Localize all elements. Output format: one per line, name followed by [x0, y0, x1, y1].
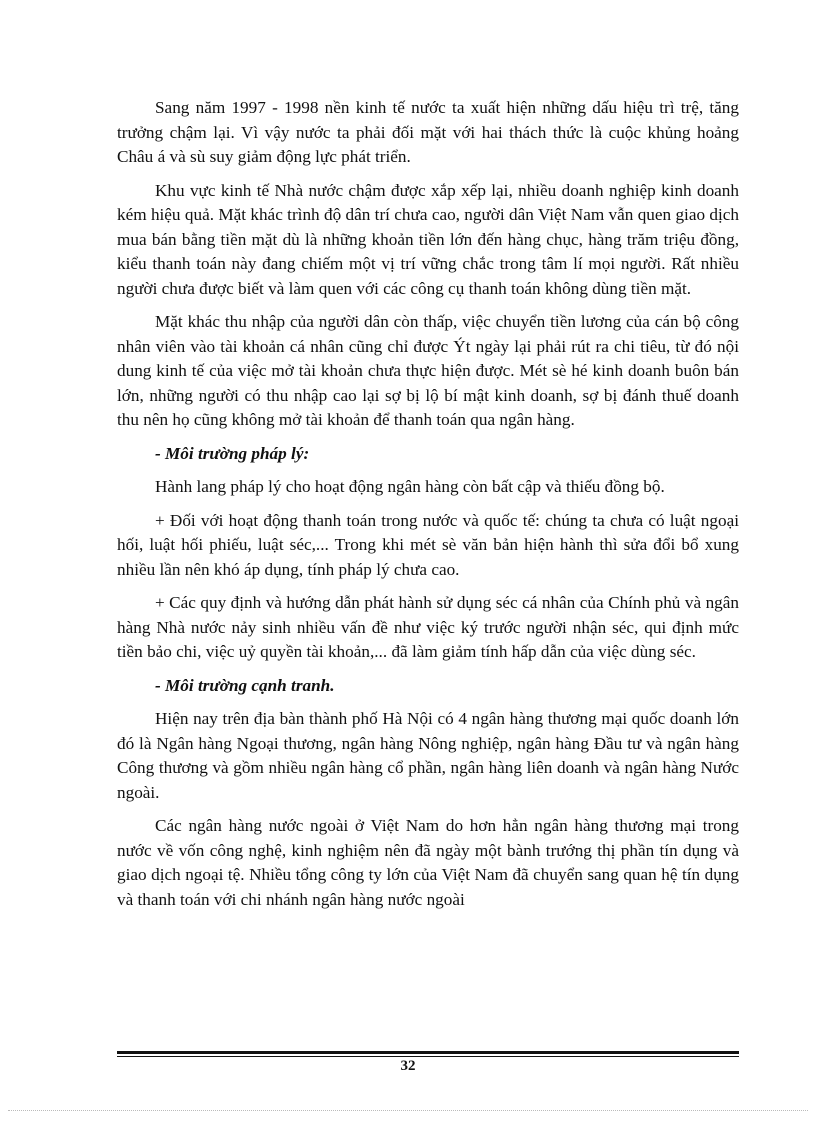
footer-rule-thin: [117, 1056, 739, 1057]
paragraph-cheque-rules: + Các quy định và hướng dẫn phát hành sử dụng séc cá nhân của Chính phủ và ngân hàng Nhà nước nảy sinh nhiều vấn đề như việc ký trước người nhận séc, qui định mức tiền bảo chi, việc uỷ quyền tài khoản,... đã làm giảm tính hấp dẫn của việc dùng séc.: [117, 593, 739, 661]
paragraph-income: Mặt khác thu nhập của người dân còn thấp, việc chuyển tiền lương của cán bộ công nhân viên vào tài khoản cá nhân cũng chỉ được Ýt ngày lại phải rút ra chi tiêu, từ đó nội dung kinh tế của việc mở tài khoản chưa thực hiện được. Mét sè hé kinh doanh buôn bán lớn, những người có thu nhập cao lại sợ bị lộ bí mật kinh doanh, sợ bị đánh thuế doanh thu nên họ cũng không mở tài khoản để thanh toán qua ngân hàng.: [117, 312, 739, 429]
document-body: [117, 96, 739, 921]
paragraph-slowdown: Sang năm 1997 - 1998 nền kinh tế nước ta xuất hiện những dấu hiệu trì trệ, tăng trưởng chậm lại. Vì vậy nước ta phải đối mặt với hai thách thức là cuộc khủng hoảng Châu á và sù suy giảm động lực phát triển.: [117, 98, 739, 166]
page-edge-dotted-line: [8, 1110, 808, 1111]
page-number: 32: [400, 1058, 416, 1074]
heading-legal-environment: - Môi trường pháp lý:: [155, 443, 310, 463]
paragraph-foreign-banks: Các ngân hàng nước ngoài ở Việt Nam do hơn hẳn ngân hàng thương mại trong nước về vốn công nghệ, kinh nghiệm nên đã ngày một bành trướng thị phần tín dụng và giao dịch ngoại tệ. Nhiều tổng công ty lớn của Việt Nam đã chuyển sang quan hệ tín dụng và thanh toán với chi nhánh ngân hàng nước ngoài: [117, 816, 739, 909]
footer-rule-thick: [117, 1051, 739, 1054]
paragraph-legal-corridor: Hành lang pháp lý cho hoạt động ngân hàng còn bất cập và thiếu đồng bộ.: [155, 477, 665, 496]
heading-competition-environment: - Môi trường cạnh tranh.: [155, 675, 335, 695]
paragraph-payment-law: + Đối với hoạt động thanh toán trong nước và quốc tế: chúng ta chưa có luật ngoại hối, luật hối phiếu, luật séc,... Trong khi mét sè văn bản hiện hành thì sửa đổi bổ xung nhiều lần nên khó áp dụng, tính pháp lý chưa cao.: [117, 510, 739, 579]
paragraph-state-sector: Khu vực kinh tế Nhà nước chậm được xắp xếp lại, nhiều doanh nghiệp kinh doanh kém hiệu quả. Mặt khác trình độ dân trí chưa cao, người dân Việt Nam vẫn quen giao dịch mua bán bằng tiền mặt dù là những khoản tiền lớn đến hàng chục, hàng trăm triệu đồng, kiểu thanh toán này đang chiếm một vị trí vững chắc trong tâm lí mọi người. Rất nhiều người chưa được biết và làm quen với các công cụ thanh toán không dùng tiền mặt.: [117, 180, 739, 298]
paragraph-hanoi-banks: Hiện nay trên địa bàn thành phố Hà Nội có 4 ngân hàng thương mại quốc doanh lớn đó là Ngân hàng Ngoại thương, ngân hàng Nông nghiệp, ngân hàng Đầu tư và ngân hàng Công thương và gồm nhiều ngân hàng cổ phần, ngân hàng liên doanh và ngân hàng Nước ngoài.: [117, 709, 739, 802]
